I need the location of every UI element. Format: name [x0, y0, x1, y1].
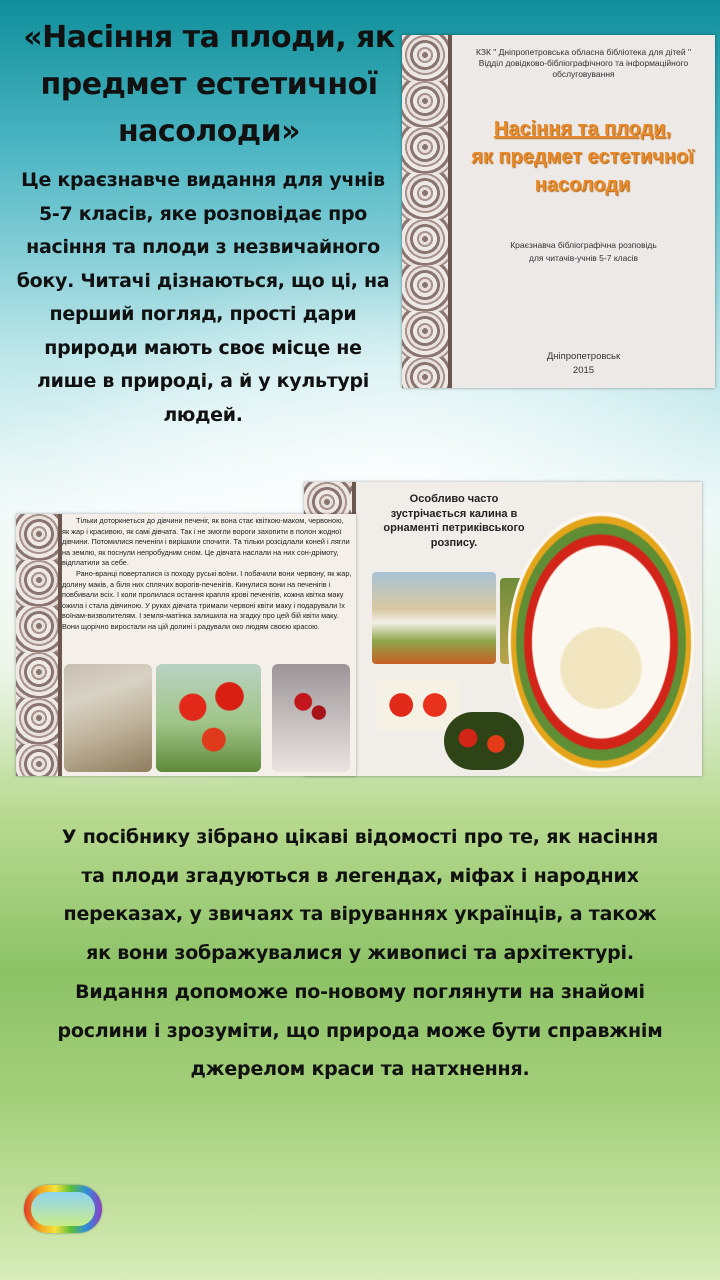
petrykivka-wreath-image — [508, 512, 694, 772]
petrykivka-painting-image — [376, 680, 460, 730]
petrykivka-ornament-image — [444, 712, 524, 770]
cover-title: Насіння та плоди, як предмет естетичної насолоди — [471, 118, 694, 196]
spread-caption: Особливо часто зустрічається калина в орнаменті петриківського розпису. — [383, 493, 525, 549]
village-house-image — [372, 572, 496, 664]
page-title: «Насіння та плоди, як предмет естетичної насолоди» — [23, 20, 395, 149]
logo-emblem — [31, 1192, 95, 1226]
ornament-border — [402, 35, 448, 388]
cover-subtitle: Краєзнавча бібліографічна розповідь для читачів-учнів 5-7 класів — [510, 240, 657, 263]
cover-year: 2015 — [572, 365, 595, 376]
spread-legend-text: Тільки доторкнеться до дівчини печеніг, як вона стає квіткою-маком, червоною, як жар і красивою, як самі дівчата. Так і не змогли вороги захопити в полон жодної дівчини. Потомилися печеніги і вирішили спочити. Та тільки розсідлали коней і лягли на землю, як поснули непробудним сном. Це дівчата наслали на них сон-дрімоту, відплатили за себе. Рано-вранці поверталися із походу руські воїни. І побачили вони червону, як жар, долину маків, а біля них сплячих ворогів-печенігів. Кинулися вони на печенігів і повбивали всіх. І коли пролилася остання крапля крові печенігів, кожна квітка маку ожила і стала дівчиною. У руках дівчата тримали червоні квіти маку і подарували їх воїнам-визволителям. І земля-матінка залишила на згадку про цей бій квіти маку. Вони щорічно виростали на цій долині і радували око людям своєю красою. — [62, 516, 352, 631]
cover-organization: КЗК " Дніпропетровська обласна бібліотека для дітей " Відділ довідково-бібліографічного та інформаційного обслуговування — [475, 47, 692, 79]
cover-city: Дніпропетровськ — [546, 351, 621, 362]
intro-text: Це краєзнавче видання для учнів 5-7 класів, яке розповідає про насіння та плоди з незвичайного боку. Читачі дізнаються, що ці, на перший погляд, прості дари природи мають своє місце не лише в природі, а й у культурі людей. — [16, 169, 390, 426]
poppies-image — [156, 664, 261, 772]
description-text: У посібнику зібрано цікаві відомості про те, як насіння та плоди згадуються в легендах, міфах і народних переказах, у звичаях та віруваннях українців, а також як вони зображувалися у живописі та архітектурі. Видання допоможе по-новому поглянути на знайомі рослини і зрозуміти, що природа може бути справжнім джерелом краси та натхнення. — [57, 826, 663, 1081]
wildflowers-image — [64, 664, 152, 772]
cover-imprint — [458, 350, 709, 378]
spread-page-left — [16, 514, 356, 776]
book-spread — [16, 482, 702, 776]
library-logo — [24, 1185, 102, 1233]
ornament-border — [16, 514, 58, 776]
book-cover — [402, 35, 715, 388]
spread-page-right — [304, 482, 702, 776]
poppy-bouquet-image — [272, 664, 350, 772]
